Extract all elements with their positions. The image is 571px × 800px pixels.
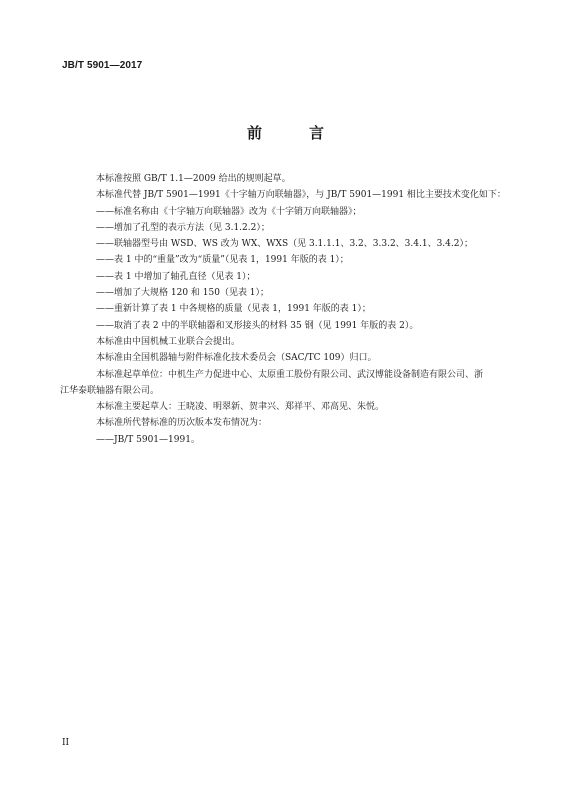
paragraph-proposed-by: 本标准由中国机械工业联合会提出。 bbox=[96, 336, 241, 347]
document-code: JB/T 5901—2017 bbox=[62, 60, 143, 71]
paragraph-replacement: 本标准代替 JB/T 5901—1991《十字轴万向联轴器》，与 JB/T 5901—1991 相比主要技术变化如下： bbox=[96, 190, 506, 201]
paragraph-under-jurisdiction: 本标准由全国机器轴与附件标准化技术委员会（SAC/TC 109）归口。 bbox=[96, 353, 377, 364]
page-title: 前 言 bbox=[246, 124, 340, 142]
change-item-recalculated-mass: ——重新计算了表 1 中各规格的质量（见表 1，1991 年版的表 1）； bbox=[96, 304, 371, 315]
change-item-model: ——联轴器型号由 WSD、WS 改为 WX、WXS（见 3.1.1.1、3.2、3.3.2、3.4.1、3.4.2）； bbox=[96, 239, 473, 250]
drafting-units-line-1: 本标准起草单位：中机生产力促进中心、太原重工股份有限公司、武汉博能设备制造有限公司、浙 bbox=[96, 369, 484, 380]
paragraph-main-drafters: 本标准主要起草人：王晓凌、明翠新、贺聿兴、郑祥平、邓高见、朱悦。 bbox=[96, 402, 385, 413]
page-number: II bbox=[62, 738, 70, 748]
drafting-units-line-2: 江华泰联轴器有限公司。 bbox=[60, 385, 160, 396]
change-item-large-sizes: ——增加了大规格 120 和 150（见表 1）； bbox=[96, 288, 270, 299]
paragraph-drafting-rules: 本标准按照 GB/T 1.1—2009 给出的规则起草。 bbox=[96, 174, 291, 184]
change-item-name: ——标准名称由《十字轴万向联轴器》改为《十字销万向联轴器》； bbox=[96, 206, 362, 217]
change-item-bore-type: ——增加了孔型的表示方法（见 3.1.2.2）； bbox=[96, 222, 270, 233]
previous-edition-item: ——JB/T 5901—1991。 bbox=[96, 434, 200, 445]
foreword-body bbox=[60, 171, 518, 448]
change-item-material-removed: ——取消了表 2 中的半联轴器和叉形接头的材料 35 钢（见 1991 年版的表 2）。 bbox=[96, 320, 419, 331]
change-item-bore-diameter: ——表 1 中增加了轴孔直径（见表 1）； bbox=[96, 271, 256, 282]
paragraph-drafting-units bbox=[60, 367, 518, 400]
paragraph-previous-editions: 本标准所代替标准的历次版本发布情况为： bbox=[96, 418, 268, 429]
change-item-mass-term: ——表 1 中的“重量”改为“质量”（见表 1，1991 年版的表 1）； bbox=[96, 255, 349, 266]
